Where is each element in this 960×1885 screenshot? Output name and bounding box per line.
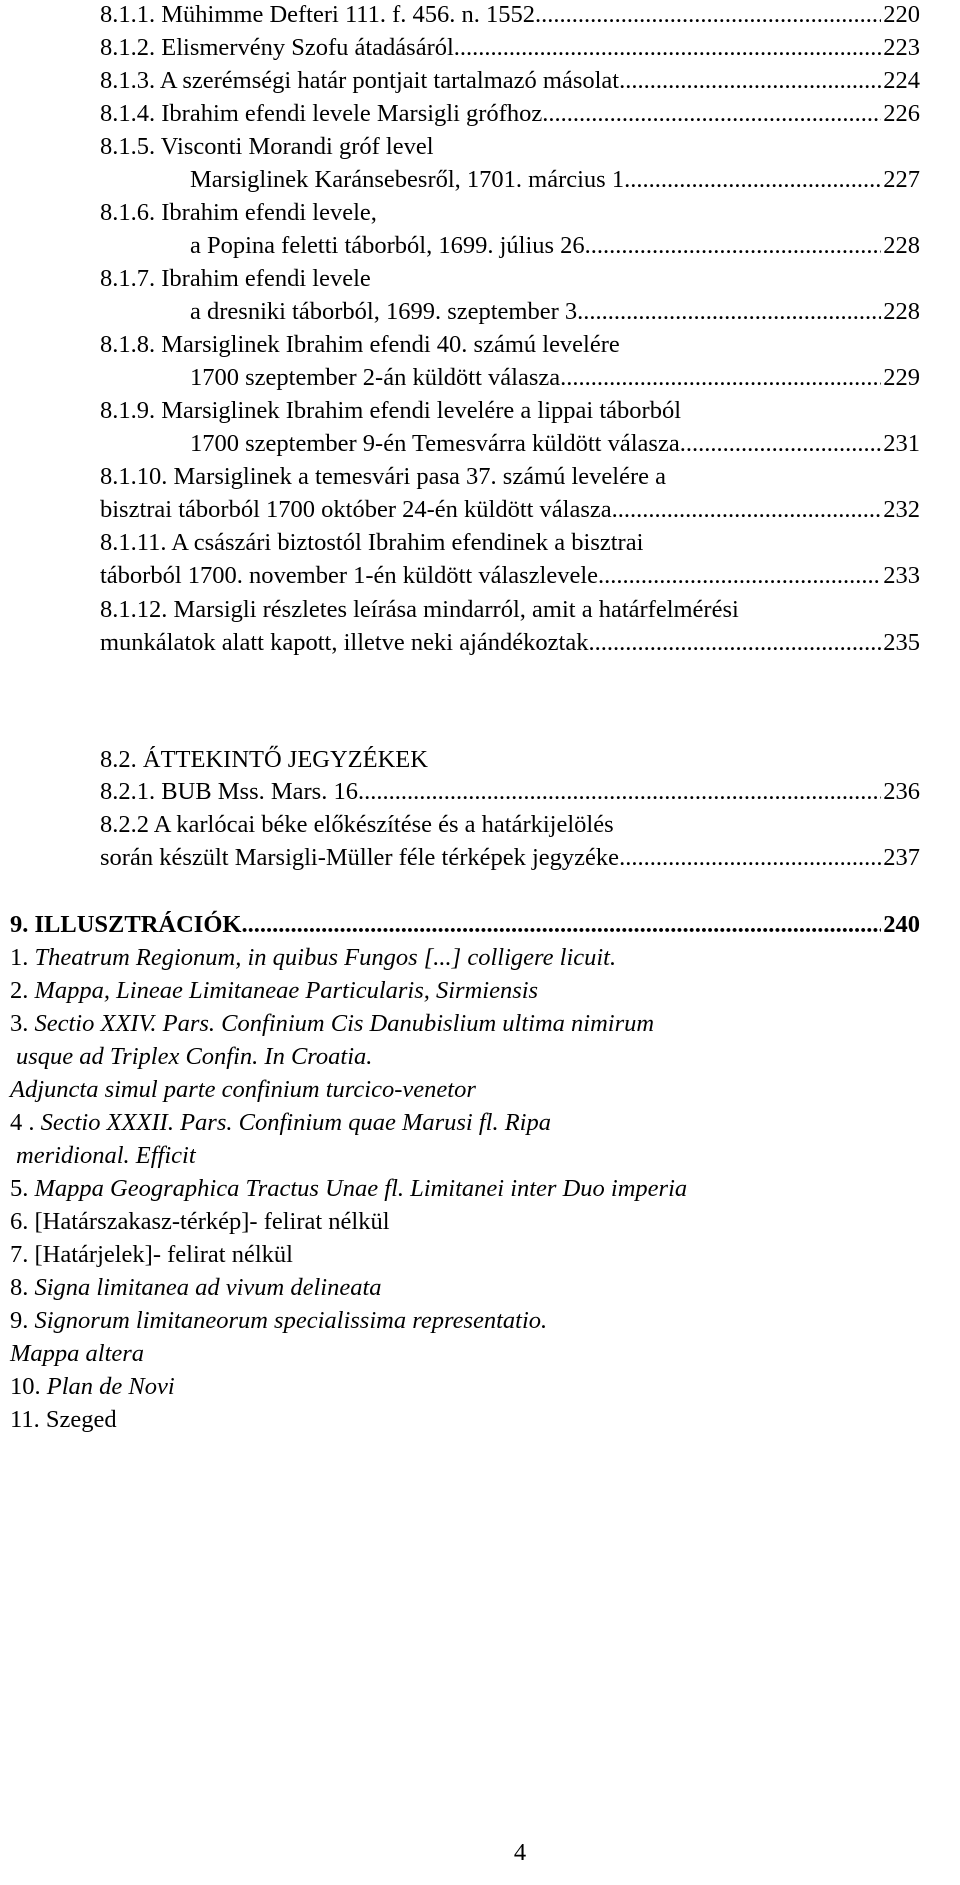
illustration-item: 5. Mappa Geographica Tractus Unae fl. Limitanei inter Duo imperia (10, 1175, 688, 1202)
section-heading: 8.2. ÁTTEKINTŐ JEGYZÉKEK (100, 746, 428, 773)
toc-entry: 8.1.3. A szerémségi határ pontjait tartalmazó másolat ..... 224 (100, 66, 920, 96)
toc-entry-heading: 8.1.9. Marsiglinek Ibrahim efendi levelére a lippai táborból (100, 397, 682, 424)
illustration-item: 10. Plan de Novi (10, 1373, 175, 1400)
toc-entry-heading: 8.1.11. A császári biztostól Ibrahim efendinek a bisztrai (100, 529, 644, 556)
illustration-item: 9. Signorum limitaneorum specialissima representatio. (10, 1307, 548, 1334)
toc-entry: 8.1.4. Ibrahim efendi levele Marsigli grófhoz ..... 226 (100, 99, 920, 129)
toc-entry-heading: 8.1.12. Marsigli részletes leírása mindarról, amit a határfelmérési (100, 596, 739, 623)
section-heading-illustrations: 9. ILLUSZTRÁCIÓK ..... 240 (10, 910, 920, 940)
toc-entry: 8.2.1. BUB Mss. Mars. 16 ..... 236 (100, 777, 920, 807)
toc-entry-heading: 8.1.6. Ibrahim efendi levele, (100, 199, 377, 226)
toc-entry-heading: 8.1.8. Marsiglinek Ibrahim efendi 40. számú levelére (100, 331, 620, 358)
toc-entry-heading: 8.2.2 A karlócai béke előkészítése és a határkijelölés (100, 811, 614, 838)
page-number: 4 (513, 1839, 527, 1866)
toc-entry-heading: 8.1.10. Marsiglinek a temesvári pasa 37. számú levelére a (100, 463, 667, 490)
illustration-item: 1. Theatrum Regionum, in quibus Fungos [...] colligere licuit. (10, 944, 617, 971)
illustration-item: 2. Mappa, Lineae Limitaneae Particularis, Sirmiensis (10, 977, 539, 1004)
toc-entry: táborból 1700. november 1-én küldött válaszlevele ..... 233 (100, 561, 920, 591)
toc-entry: 8.1.1. Mühimme Defteri 111. f. 456. n. 1552 ..... 220 (100, 0, 920, 30)
illustration-item-continued: Mappa altera (10, 1340, 145, 1367)
toc-entry: a dresniki táborból, 1699. szeptember 3 ..... 228 (190, 297, 920, 327)
toc-entry: során készült Marsigli-Müller féle térképek jegyzéke ..... 237 (100, 843, 920, 873)
illustration-item-continued: usque ad Triplex Confin. In Croatia. (16, 1043, 373, 1070)
toc-entry-heading: 8.1.5. Visconti Morandi gróf level (100, 133, 434, 160)
illustration-item: 7. [Határjelek]- felirat nélkül (10, 1241, 293, 1268)
toc-entry-heading: 8.1.7. Ibrahim efendi levele (100, 265, 371, 292)
toc-entry: 1700 szeptember 2-án küldött válasza ..... 229 (190, 363, 920, 393)
toc-entry: Marsiglinek Karánsebesről, 1701. március 1. ..... 227 (190, 165, 920, 195)
illustration-item: 3. Sectio XXIV. Pars. Confinium Cis Danubislium ultima nimirum (10, 1010, 655, 1037)
toc-entry: a Popina feletti táborból, 1699. július 26. ..... 228 (190, 231, 920, 261)
toc-entry: munkálatok alatt kapott, illetve neki ajándékoztak ..... 235 (100, 628, 920, 658)
illustration-item: 6. [Határszakasz-térkép]- felirat nélkül (10, 1208, 390, 1235)
illustration-item-continued: Adjuncta simul parte confinium turcico-venetor (10, 1076, 476, 1103)
illustration-item: 11. Szeged (10, 1406, 117, 1433)
toc-entry: 1700 szeptember 9-én Temesvárra küldött válasza ..... 231 (190, 429, 920, 459)
toc-entry: 8.1.2. Elismervény Szofu átadásáról ..... 223 (100, 33, 920, 63)
illustration-item-continued: meridional. Efficit (16, 1142, 196, 1169)
illustration-item: 8. Signa limitanea ad vivum delineata (10, 1274, 382, 1301)
toc-entry: bisztrai táborból 1700 október 24-én küldött válasza ..... 232 (100, 495, 920, 525)
illustration-item: 4 . Sectio XXXII. Pars. Confinium quae Marusi fl. Ripa (10, 1109, 551, 1136)
